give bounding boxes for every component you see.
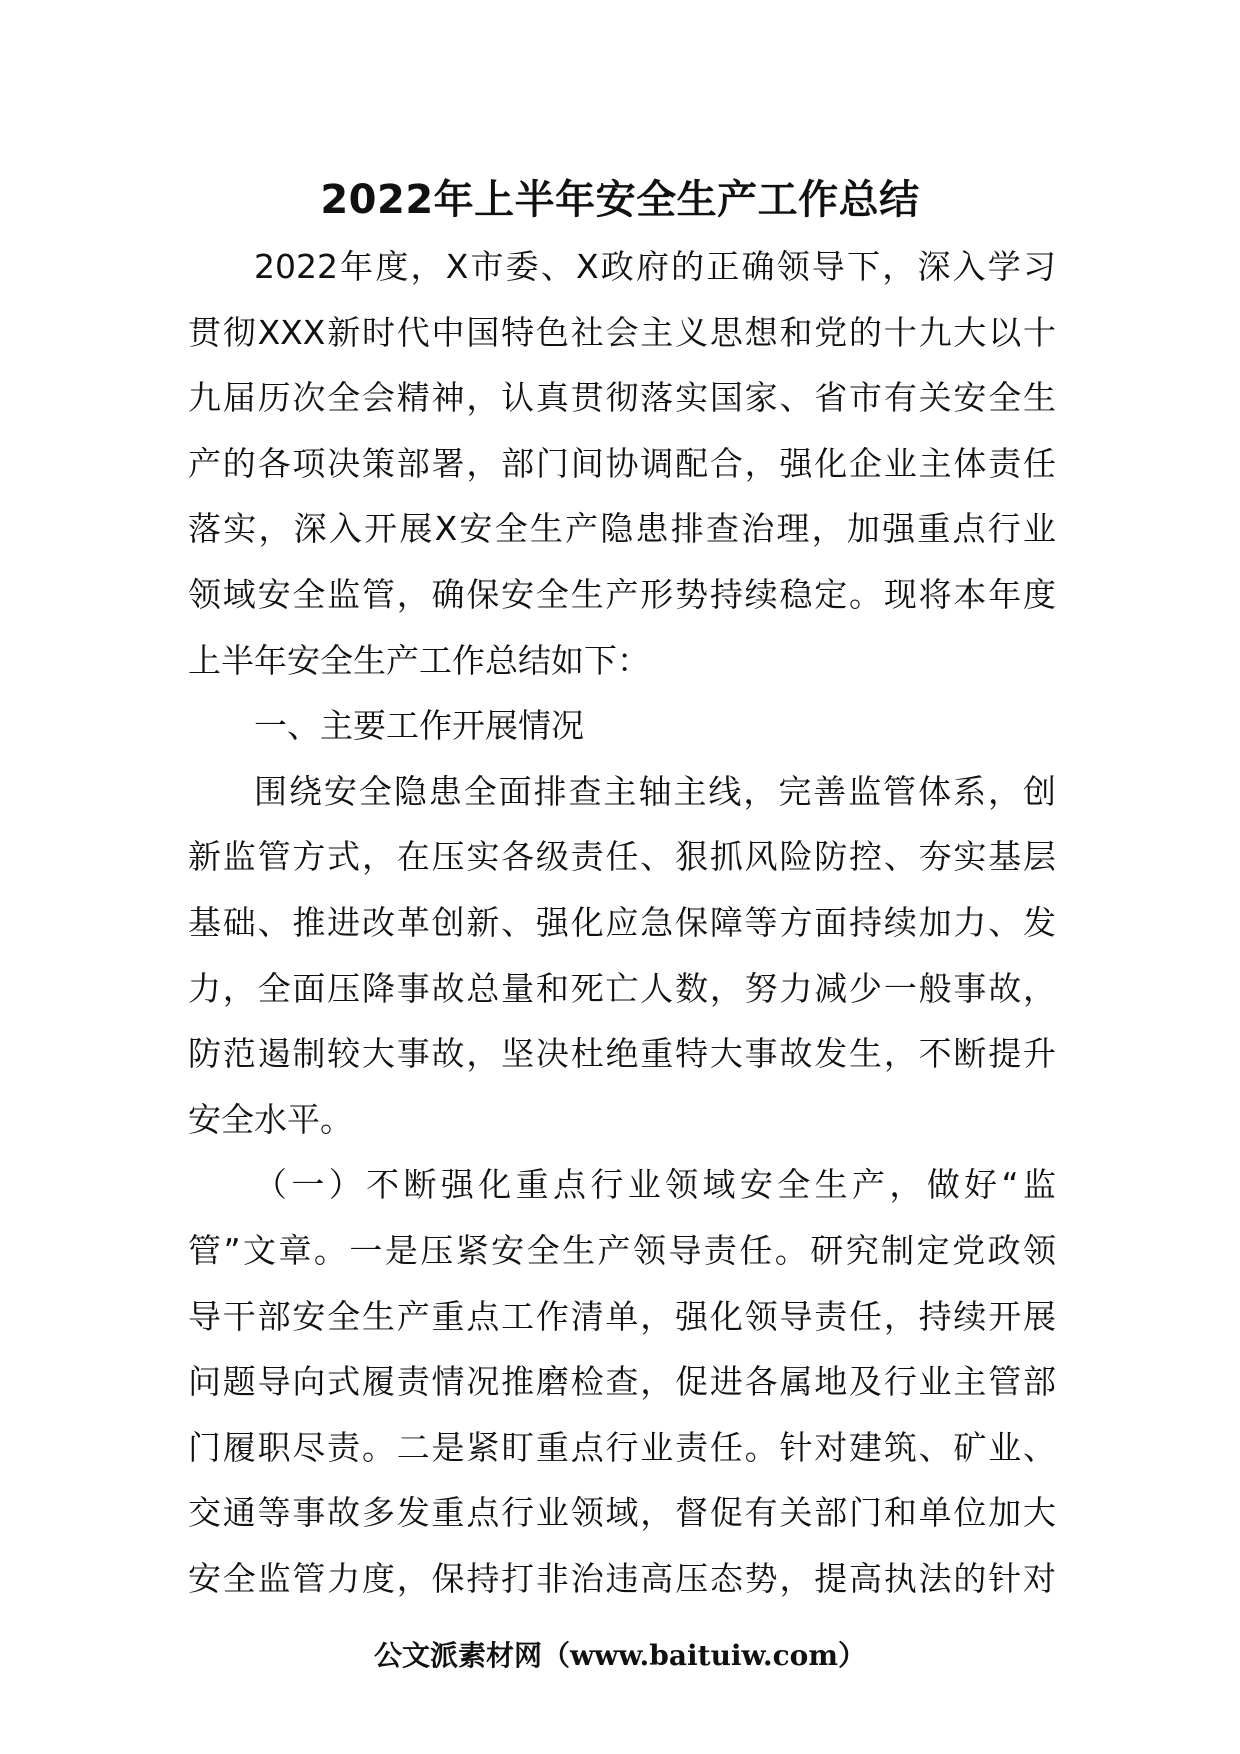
paragraph-line: （一）不断强化重点行业领域安全生产，做好“监 (254, 1165, 1056, 1205)
paragraph-line: 力，全面压降事故总量和死亡人数，努力减少一般事故， (188, 968, 1056, 1008)
paragraph-line: 九届历次全会精神，认真贯彻落实国家、省市有关安全生 (188, 378, 1056, 418)
paragraph-line: 贯彻XXX新时代中国特色社会主义思想和党的十九大以十 (188, 312, 1056, 352)
document-body (188, 234, 1056, 1611)
paragraph-line: 上半年安全生产工作总结如下： (188, 640, 650, 680)
paragraph-line: 防范遏制较大事故，坚决杜绝重特大事故发生，不断提升 (188, 1034, 1056, 1074)
paragraph-line: 产的各项决策部署，部门间协调配合，强化企业主体责任 (188, 443, 1056, 483)
paragraph-line: 安全水平。 (188, 1099, 353, 1139)
document-title: 2022年上半年安全生产工作总结 (320, 177, 920, 223)
paragraph-line: 领域安全监管，确保安全生产形势持续稳定。现将本年度 (188, 574, 1056, 614)
paragraph-line: 门履职尽责。二是紧盯重点行业责任。针对建筑、矿业、 (188, 1427, 1056, 1467)
paragraph-line: 新监管方式，在压实各级责任、狠抓风险防控、夯实基层 (188, 837, 1056, 877)
paragraph-line: 围绕安全隐患全面排查主轴主线，完善监管体系，创 (254, 771, 1056, 811)
paragraph-line: 安全监管力度，保持打非治违高压态势，提高执法的针对 (188, 1558, 1056, 1598)
watermark-footer: 公文派素材网（www.baituiw.com） (374, 1639, 866, 1672)
paragraph-line: 问题导向式履责情况推磨检查，促进各属地及行业主管部 (188, 1362, 1056, 1402)
paragraph-line: 落实，深入开展X安全生产隐患排查治理，加强重点行业 (188, 509, 1056, 549)
paragraph-line: 2022年度，X市委、X政府的正确领导下，深入学习 (254, 247, 1056, 286)
paragraph-line: 基础、推进改革创新、强化应急保障等方面持续加力、发 (188, 902, 1056, 942)
paragraph-line: 导干部安全生产重点工作清单，强化领导责任，持续开展 (188, 1296, 1056, 1336)
paragraph-line: 管”文章。一是压紧安全生产领导责任。研究制定党政领 (188, 1230, 1056, 1270)
paragraph-line: 交通等事故多发重点行业领域，督促有关部门和单位加大 (188, 1493, 1056, 1533)
paragraph-line: 一、主要工作开展情况 (254, 706, 584, 746)
